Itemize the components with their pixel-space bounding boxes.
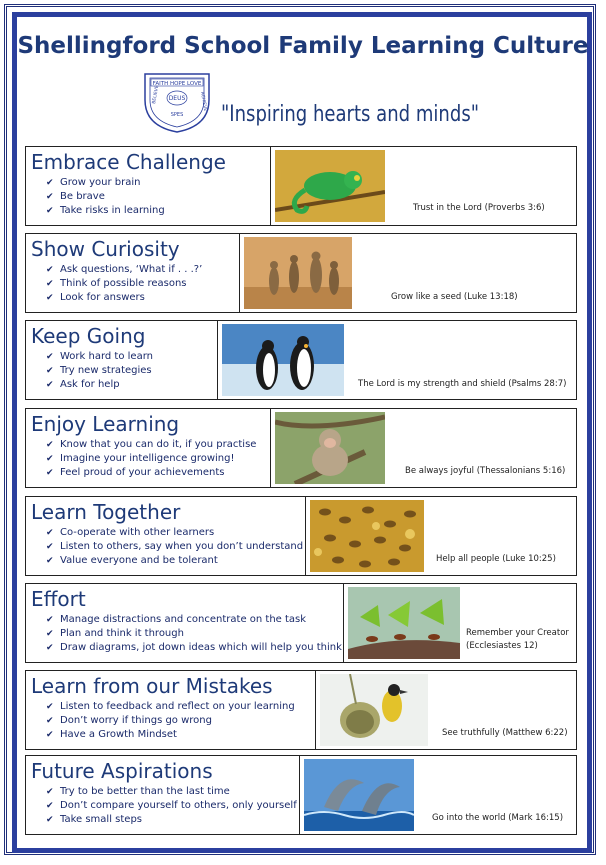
checkmark-icon: ✔ — [46, 192, 54, 202]
bible-verse-reference: (Ecclesiastes 12) — [466, 641, 538, 651]
bible-verse: Go into the world (Mark 16:15) — [432, 813, 564, 823]
list-item: ✔ Feel proud of your achievements — [46, 467, 225, 478]
ants-image — [348, 587, 460, 659]
culture-row-embrace-challenge — [25, 146, 577, 226]
culture-row-keep-going — [25, 320, 577, 400]
row-text-panel — [26, 321, 218, 399]
checkmark-icon: ✔ — [46, 293, 54, 303]
row-heading: Future Aspirations — [31, 759, 213, 783]
svg-text:SPES: SPES — [170, 112, 184, 118]
list-item: ✔ Look for answers — [46, 292, 145, 303]
svg-text:ACHIEVE: ACHIEVE — [199, 91, 208, 112]
checkmark-icon: ✔ — [46, 454, 54, 464]
list-item: ✔ Listen to others, say when you don’t understand — [46, 541, 304, 552]
list-item: ✔ Be brave — [46, 191, 105, 202]
school-motto: "Inspiring hearts and minds" — [221, 102, 480, 127]
school-crest-logo — [141, 70, 213, 134]
row-heading: Learn from our Mistakes — [31, 674, 273, 698]
checkmark-icon: ✔ — [46, 730, 54, 740]
checkmark-icon: ✔ — [46, 787, 54, 797]
row-bullet-list — [46, 350, 153, 392]
row-bullet-list — [46, 700, 295, 742]
bible-verse: See truthfully (Matthew 6:22) — [442, 728, 568, 738]
list-item: ✔ Try new strategies — [46, 365, 152, 376]
checkmark-icon: ✔ — [46, 702, 54, 712]
row-text-panel — [26, 234, 240, 312]
checkmark-icon: ✔ — [46, 279, 54, 289]
list-item: ✔ Ask questions, ‘What if . . .?’ — [46, 264, 203, 275]
svg-text:BELIEVE: BELIEVE — [152, 85, 161, 105]
row-heading: Enjoy Learning — [31, 412, 180, 436]
list-item: ✔ Work hard to learn — [46, 351, 153, 362]
list-item: ✔ Listen to feedback and reflect on your learning — [46, 701, 295, 712]
row-bullet-list — [46, 785, 297, 827]
row-text-panel — [26, 147, 271, 225]
list-item: ✔ Have a Growth Mindset — [46, 729, 177, 740]
list-item: ✔ Co-operate with other learners — [46, 527, 215, 538]
svg-text:DEUS: DEUS — [168, 95, 186, 102]
bible-verse: The Lord is my strength and shield (Psalms 28:7) — [358, 379, 567, 389]
checkmark-icon: ✔ — [46, 440, 54, 450]
svg-text:FAITH HOPE LOVE: FAITH HOPE LOVE — [152, 81, 202, 87]
checkmark-icon: ✔ — [46, 206, 54, 216]
list-item: ✔ Grow your brain — [46, 177, 141, 188]
culture-row-future-aspirations — [25, 755, 577, 835]
checkmark-icon: ✔ — [46, 352, 54, 362]
bible-verse: Remember your Creator — [466, 628, 569, 638]
row-text-panel — [26, 497, 306, 575]
checkmark-icon: ✔ — [46, 815, 54, 825]
list-item: ✔ Take small steps — [46, 814, 143, 825]
bible-verse: Trust in the Lord (Proverbs 3:6) — [413, 203, 545, 213]
list-item: ✔ Manage distractions and concentrate on the task — [46, 614, 307, 625]
bees-image — [310, 500, 424, 572]
row-text-panel — [26, 671, 316, 749]
penguins-image — [222, 324, 344, 396]
row-text-panel — [26, 756, 300, 834]
row-bullet-list — [46, 526, 303, 568]
checkmark-icon: ✔ — [46, 366, 54, 376]
list-item: ✔ Value everyone and be tolerant — [46, 555, 218, 566]
weaver-bird-image — [320, 674, 428, 746]
checkmark-icon: ✔ — [46, 468, 54, 478]
checkmark-icon: ✔ — [46, 615, 54, 625]
list-item: ✔ Draw diagrams, jot down ideas which will help you think — [46, 642, 342, 653]
checkmark-icon: ✔ — [46, 178, 54, 188]
monkey-image — [275, 412, 385, 484]
checkmark-icon: ✔ — [46, 716, 54, 726]
checkmark-icon: ✔ — [46, 380, 54, 390]
list-item: ✔ Ask for help — [46, 379, 120, 390]
row-heading: Show Curiosity — [31, 237, 180, 261]
row-heading: Learn Together — [31, 500, 181, 524]
list-item: ✔ Know that you can do it, if you practise — [46, 439, 257, 450]
list-item: ✔ Try to be better than the last time — [46, 786, 230, 797]
list-item: ✔ Plan and think it through — [46, 628, 184, 639]
checkmark-icon: ✔ — [46, 528, 54, 538]
row-bullet-list — [46, 438, 256, 480]
checkmark-icon: ✔ — [46, 801, 54, 811]
culture-row-show-curiosity — [25, 233, 577, 313]
bible-verse: Be always joyful (Thessalonians 5:16) — [405, 466, 566, 476]
row-bullet-list — [46, 263, 202, 305]
checkmark-icon: ✔ — [46, 629, 54, 639]
row-bullet-list — [46, 613, 342, 655]
checkmark-icon: ✔ — [46, 643, 54, 653]
culture-row-learn-together — [25, 496, 577, 576]
culture-row-learn-from-mistakes — [25, 670, 577, 750]
checkmark-icon: ✔ — [46, 265, 54, 275]
culture-row-enjoy-learning — [25, 408, 577, 488]
row-bullet-list — [46, 176, 165, 218]
checkmark-icon: ✔ — [46, 556, 54, 566]
list-item: ✔ Imagine your intelligence growing! — [46, 453, 235, 464]
culture-row-effort — [25, 583, 577, 663]
list-item: ✔ Don’t compare yourself to others, only yourself — [46, 800, 297, 811]
row-text-panel — [26, 584, 344, 662]
chameleon-image — [275, 150, 385, 222]
meerkats-image — [244, 237, 352, 309]
bible-verse: Help all people (Luke 10:25) — [436, 554, 556, 564]
row-heading: Keep Going — [31, 324, 146, 348]
checkmark-icon: ✔ — [46, 542, 54, 552]
row-heading: Effort — [31, 587, 86, 611]
list-item: ✔ Take risks in learning — [46, 205, 165, 216]
bible-verse: Grow like a seed (Luke 13:18) — [391, 292, 518, 302]
row-heading: Embrace Challenge — [31, 150, 226, 174]
list-item: ✔ Don’t worry if things go wrong — [46, 715, 212, 726]
row-text-panel — [26, 409, 271, 487]
page-title: Shellingford School Family Learning Culture — [17, 33, 589, 59]
dolphins-image — [304, 759, 414, 831]
list-item: ✔ Think of possible reasons — [46, 278, 187, 289]
